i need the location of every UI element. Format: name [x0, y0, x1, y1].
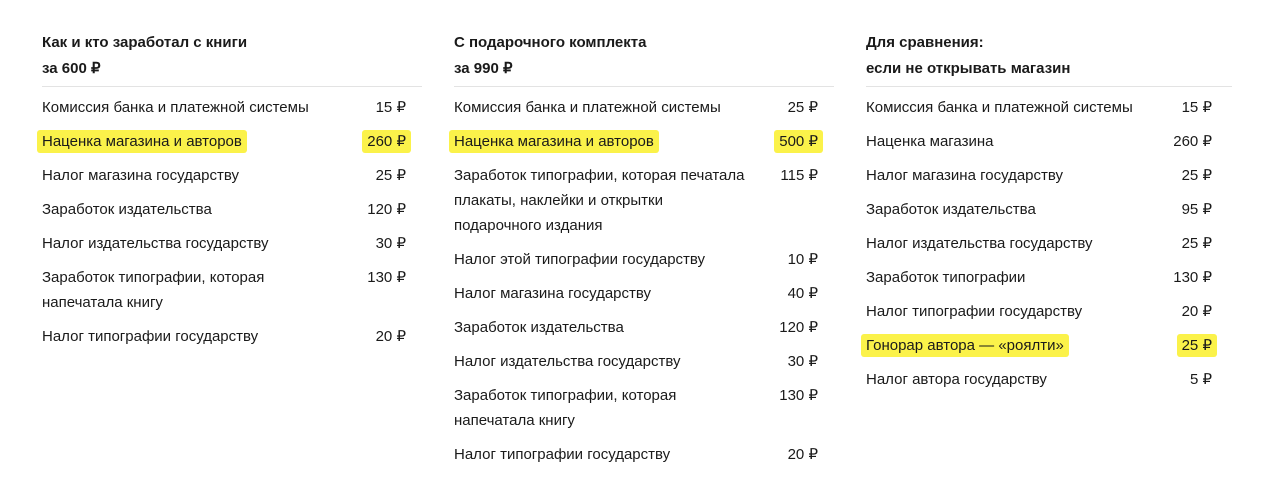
- row-value: [376, 163, 422, 188]
- table-row: [454, 379, 834, 438]
- row-value: [788, 281, 834, 306]
- row-value: [788, 95, 834, 120]
- row-value: [367, 129, 422, 154]
- row-value-text: 15 ₽: [1181, 99, 1212, 116]
- table-row: [42, 320, 422, 354]
- row-label: [866, 367, 1166, 392]
- table-row: [866, 261, 1232, 295]
- row-value-text: 120 ₽: [779, 319, 818, 336]
- row-label: [866, 231, 1166, 256]
- table-row: [866, 159, 1232, 193]
- row-value: [779, 383, 834, 408]
- table-row: [42, 91, 422, 125]
- row-label-text: Наценка магазина и авторов: [37, 130, 247, 153]
- row-label: [42, 265, 342, 315]
- row-label: [42, 197, 342, 222]
- row-value-text: 20 ₽: [787, 446, 818, 463]
- row-label: [454, 129, 754, 154]
- table-row: [866, 193, 1232, 227]
- row-label: [42, 129, 342, 154]
- row-value-text: 25 ₽: [1177, 334, 1217, 357]
- row-label: [454, 442, 754, 467]
- row-value-text: 500 ₽: [774, 130, 823, 153]
- table-row-highlighted: [866, 329, 1232, 363]
- row-value: [1190, 367, 1232, 392]
- row-value: [1182, 95, 1232, 120]
- row-value: [788, 247, 834, 272]
- row-value-text: 260 ₽: [362, 130, 411, 153]
- row-label-text: Налог магазина государству: [454, 285, 652, 302]
- row-value-text: 15 ₽: [375, 99, 406, 116]
- row-label: [454, 95, 754, 120]
- row-value-text: 10 ₽: [787, 251, 818, 268]
- row-label: [42, 95, 342, 120]
- row-label-text: Заработок типографии: [866, 269, 1026, 286]
- table-heading-title: Как и кто заработал с книги: [42, 34, 248, 51]
- table-heading-subtitle: если не открывать магазин: [866, 60, 1071, 77]
- row-value: [1173, 129, 1232, 154]
- table-row-highlighted: [42, 125, 422, 159]
- row-label-text: Наценка магазина и авторов: [449, 130, 659, 153]
- row-label: [866, 197, 1166, 222]
- row-label: [454, 349, 754, 374]
- row-value-text: 120 ₽: [367, 201, 406, 218]
- row-value: [1182, 197, 1232, 222]
- table-heading-title: Для сравнения:: [866, 34, 984, 51]
- row-label-text: Комиссия банка и платежной системы: [866, 99, 1133, 116]
- row-label-text: Заработок издательства: [42, 201, 212, 218]
- row-label-text: Налог этой типографии государству: [454, 251, 706, 268]
- table-gift-set: [454, 30, 834, 472]
- row-label-text: Заработок типографии, которая печатала плакаты, наклейки и открытки подарочного издания: [454, 167, 745, 234]
- row-label-text: Налог магазина государству: [866, 167, 1064, 184]
- table-heading: [454, 30, 834, 87]
- row-value: [1182, 163, 1232, 188]
- row-value: [1182, 333, 1232, 358]
- row-label: [454, 281, 754, 306]
- row-value-text: 130 ₽: [779, 387, 818, 404]
- table-row: [454, 345, 834, 379]
- row-value-text: 30 ₽: [375, 235, 406, 252]
- row-label-text: Заработок издательства: [454, 319, 624, 336]
- row-label: [866, 333, 1166, 358]
- row-label-text: Налог типографии государству: [866, 303, 1083, 320]
- row-value-text: 30 ₽: [787, 353, 818, 370]
- row-value: [788, 442, 834, 467]
- row-label: [866, 265, 1166, 290]
- table-heading: [42, 30, 422, 87]
- row-label: [454, 163, 754, 238]
- table-row: [454, 91, 834, 125]
- row-value: [376, 95, 422, 120]
- row-label: [454, 315, 754, 340]
- table-row: [454, 243, 834, 277]
- table-row: [454, 277, 834, 311]
- row-label: [454, 383, 754, 433]
- table-heading: [866, 30, 1232, 87]
- row-label-text: Налог автора государству: [866, 371, 1047, 388]
- row-label-text: Гонорар автора — «роялти»: [861, 334, 1069, 357]
- table-row: [454, 159, 834, 243]
- row-label-text: Налог типографии государству: [42, 328, 259, 345]
- row-label-text: Заработок издательства: [866, 201, 1036, 218]
- table-heading-title: С подарочного комплекта: [454, 34, 647, 51]
- row-value-text: 130 ₽: [1173, 269, 1212, 286]
- row-value-text: 20 ₽: [1181, 303, 1212, 320]
- row-label-text: Наценка магазина: [866, 133, 994, 150]
- table-row: [866, 125, 1232, 159]
- table-row: [454, 311, 834, 345]
- row-label: [866, 129, 1166, 154]
- row-value: [780, 163, 834, 188]
- row-value-text: 20 ₽: [375, 328, 406, 345]
- row-value-text: 25 ₽: [787, 99, 818, 116]
- row-value: [779, 129, 834, 154]
- row-value-text: 115 ₽: [780, 167, 818, 184]
- row-label-text: Налог издательства государству: [42, 235, 269, 252]
- row-value: [1173, 265, 1232, 290]
- table-row: [42, 193, 422, 227]
- row-label: [866, 299, 1166, 324]
- table-row: [866, 295, 1232, 329]
- row-label-text: Комиссия банка и платежной системы: [42, 99, 309, 116]
- table-row-highlighted: [454, 125, 834, 159]
- row-value: [376, 324, 422, 349]
- row-value-text: 25 ₽: [1181, 167, 1212, 184]
- table-comparison: [866, 30, 1232, 397]
- row-label-text: Заработок типографии, которая напечатала книгу: [42, 269, 265, 311]
- row-label: [42, 324, 342, 349]
- row-label: [42, 163, 342, 188]
- row-label: [454, 247, 754, 272]
- row-value-text: 95 ₽: [1181, 201, 1212, 218]
- row-value-text: 25 ₽: [1181, 235, 1212, 252]
- table-heading-price: за 600 ₽: [42, 60, 101, 77]
- table-row: [866, 363, 1232, 397]
- row-label-text: Заработок типографии, которая напечатала книгу: [454, 387, 677, 429]
- row-label: [866, 95, 1166, 120]
- row-label-text: Налог издательства государству: [454, 353, 681, 370]
- row-value: [1182, 299, 1232, 324]
- table-row: [42, 261, 422, 320]
- row-value: [1182, 231, 1232, 256]
- table-heading-price: за 990 ₽: [454, 60, 513, 77]
- table-row: [866, 91, 1232, 125]
- row-value: [376, 231, 422, 256]
- row-label-text: Налог типографии государству: [454, 446, 671, 463]
- row-value-text: 5 ₽: [1189, 371, 1212, 388]
- row-value-text: 130 ₽: [367, 269, 406, 286]
- row-value-text: 260 ₽: [1173, 133, 1212, 150]
- row-label-text: Комиссия банка и платежной системы: [454, 99, 721, 116]
- row-value: [779, 315, 834, 340]
- row-value-text: 25 ₽: [375, 167, 406, 184]
- row-value: [367, 197, 422, 222]
- row-label: [866, 163, 1166, 188]
- table-row: [454, 438, 834, 472]
- table-row: [42, 159, 422, 193]
- row-value: [788, 349, 834, 374]
- table-row: [42, 227, 422, 261]
- row-value-text: 40 ₽: [787, 285, 818, 302]
- row-label-text: Налог издательства государству: [866, 235, 1093, 252]
- row-label-text: Налог магазина государству: [42, 167, 240, 184]
- row-value: [367, 265, 422, 290]
- table-book: [42, 30, 422, 354]
- table-row: [866, 227, 1232, 261]
- row-label: [42, 231, 342, 256]
